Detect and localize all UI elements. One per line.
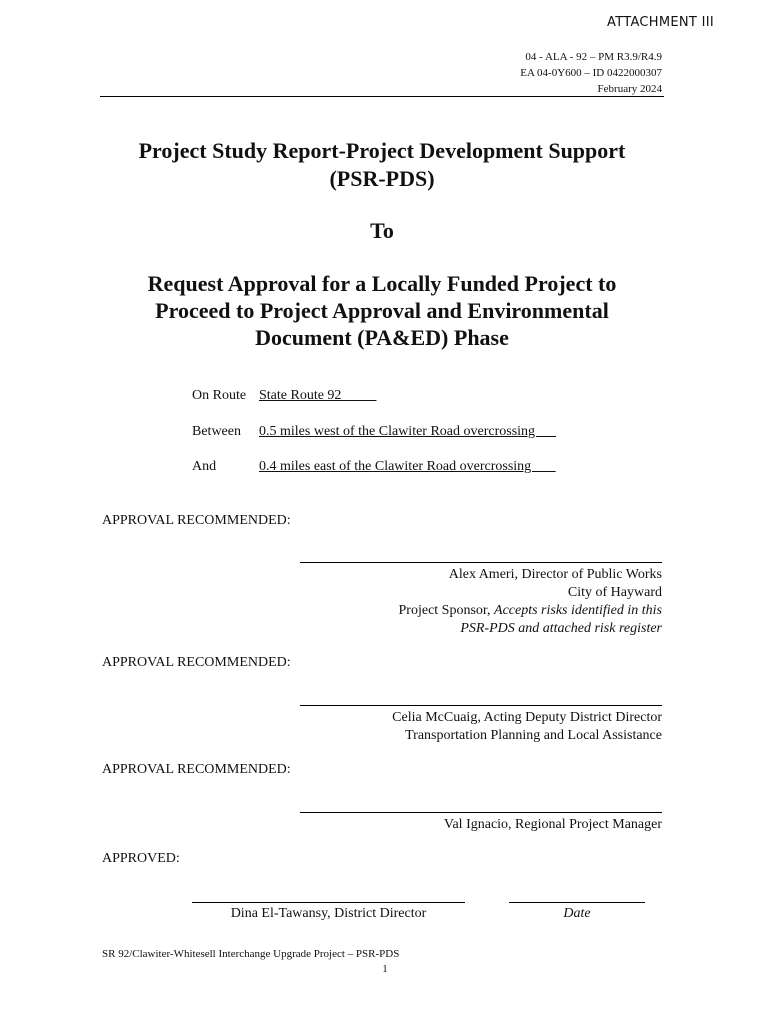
date-line [509,902,645,903]
on-route-label: On Route [192,388,247,403]
attachment-label: ATTACHMENT III [607,15,714,30]
signer-1-name: Alex Ameri, Director of Public Works [448,567,662,582]
date-label: Date [563,906,591,921]
signer-3-name: Val Ignacio, Regional Project Manager [443,817,662,832]
title-line-4: Proceed to Project Approval and Environmental [155,298,609,323]
signer-2-organization: Transportation Planning and Local Assistance [405,728,662,743]
route-postmile: 04 - ALA - 92 – PM R3.9/R4.9 [525,51,662,63]
signer-4-name: Dina El-Tawansy, District Director [230,906,427,921]
signature-line-1 [300,562,662,563]
footer-text: SR 92/Clawiter-Whitesell Interchange Upgrade Project – PSR-PDS [102,948,400,960]
signature-line-3 [300,812,662,813]
approval-recommended-heading-2: APPROVAL RECOMMENDED: [102,655,291,670]
title-line-5: Document (PA&ED) Phase [255,325,509,350]
signature-line-2 [300,705,662,706]
and-value: 0.4 miles east of the Clawiter Road overcrossing [259,459,556,474]
page-number: 1 [382,963,388,975]
signer-1-role-italic: Accepts risks identified in this [494,603,662,618]
between-value: 0.5 miles west of the Clawiter Road overcrossing [259,424,557,439]
signer-1-organization: City of Hayward [567,585,662,600]
approval-recommended-heading-1: APPROVAL RECOMMENDED: [102,513,291,528]
approved-heading: APPROVED: [102,851,180,866]
signer-1-role-prefix: Project Sponsor, [398,603,495,618]
on-route-value: State Route 92 [259,388,377,403]
title-line-3: Request Approval for a Locally Funded Project to [147,271,617,296]
title-to: To [370,218,394,243]
signer-2-name: Celia McCuaig, Acting Deputy District Director [392,710,662,725]
header-divider [100,96,664,97]
approval-recommended-heading-3: APPROVAL RECOMMENDED: [102,762,291,777]
project-id: EA 04-0Y600 – ID 0422000307 [520,67,662,79]
signature-line-4 [192,902,465,903]
signer-1-role-line-2: PSR-PDS and attached risk register [460,621,662,636]
signer-1-role [399,602,662,620]
title-line-2: (PSR-PDS) [329,166,435,191]
report-date: February 2024 [597,83,662,95]
and-label: And [192,459,217,474]
between-label: Between [192,424,241,439]
title-line-1: Project Study Report-Project Development Support [138,138,626,163]
